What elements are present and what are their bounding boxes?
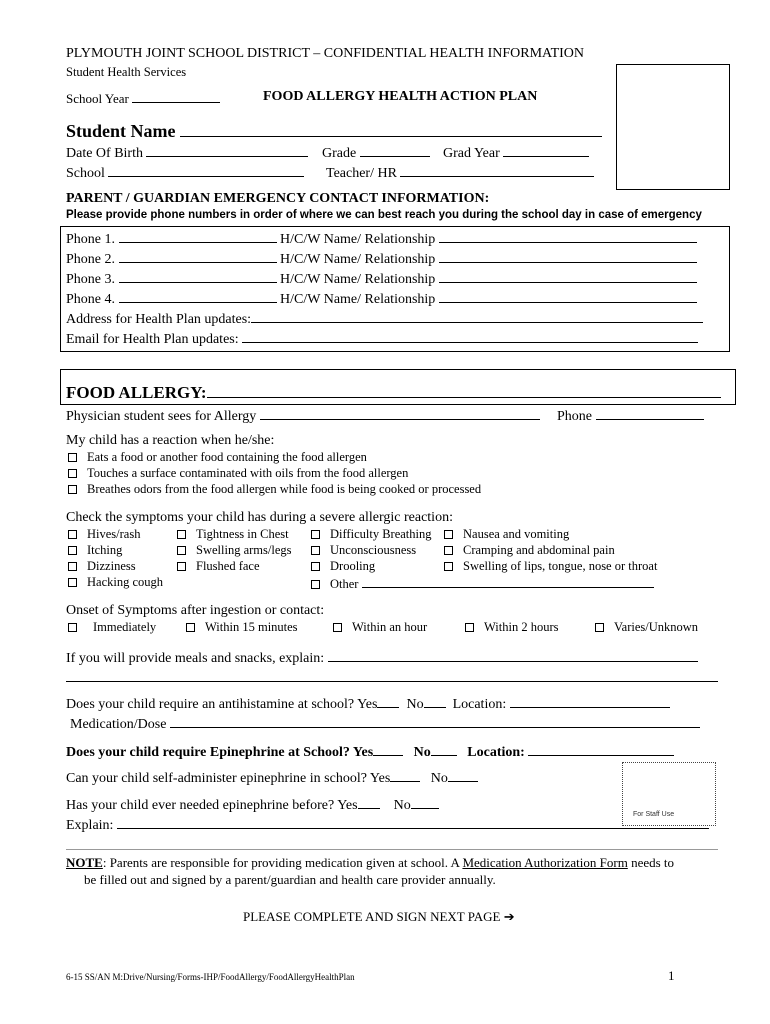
explain-field[interactable] (66, 816, 709, 834)
symptom-label: Tightness in Chest (196, 527, 289, 541)
food-allergy-heading: FOOD ALLERGY: (66, 383, 207, 402)
no-label: No (413, 745, 431, 760)
school-blank[interactable] (108, 164, 304, 177)
symptom-label: Other (330, 577, 359, 591)
grade-field[interactable] (322, 144, 430, 162)
symptom-label: Unconsciousness (330, 543, 417, 557)
relationship-label: Name/ Relationship (323, 232, 436, 247)
reaction-intro: My child has a reaction when he/she: (66, 433, 275, 448)
symptom-option[interactable] (68, 575, 163, 590)
photo-box (616, 64, 730, 190)
no-label: No (430, 771, 448, 786)
school-year-field[interactable] (66, 90, 220, 107)
relationship-blank[interactable] (439, 270, 697, 283)
form-title: FOOD ALLERGY HEALTH ACTION PLAN (263, 89, 538, 104)
phone-blank[interactable] (119, 230, 277, 243)
address-label: Address for Health Plan updates: (66, 312, 252, 327)
checkbox[interactable] (444, 562, 453, 571)
checkbox[interactable] (68, 546, 77, 555)
checkbox[interactable] (311, 546, 320, 555)
onset-option[interactable] (595, 620, 698, 635)
phone-row-3[interactable] (66, 270, 697, 288)
symptom-label: Hives/rash (87, 527, 141, 541)
onset-label: Within 15 minutes (205, 620, 298, 634)
checkbox[interactable] (68, 562, 77, 571)
no-label: No (393, 798, 411, 813)
yes-label: Yes (352, 745, 374, 760)
onset-option[interactable] (186, 620, 298, 635)
symptom-option[interactable] (444, 527, 569, 542)
note-text-2: needs to (627, 855, 675, 870)
checkbox[interactable] (177, 530, 186, 539)
phone-row-2[interactable] (66, 250, 697, 268)
hcw-label: H/C/W (280, 252, 321, 267)
checkbox[interactable] (68, 485, 77, 494)
antihistamine-row[interactable] (66, 695, 670, 713)
checkbox[interactable] (177, 546, 186, 555)
onset-option[interactable] (333, 620, 427, 635)
symptom-label: Itching (87, 543, 123, 557)
school-year-label: School Year (66, 91, 129, 106)
checkbox[interactable] (465, 623, 474, 632)
yes-label: Yes (369, 771, 391, 786)
student-name-field[interactable] (66, 120, 602, 142)
district-title: PLYMOUTH JOINT SCHOOL DISTRICT – CONFIDENTIAL HEALTH INFORMATION (66, 46, 585, 61)
school-field[interactable] (66, 164, 304, 182)
student-name-label: Student Name (66, 121, 176, 141)
email-field[interactable] (66, 330, 698, 348)
grad-year-blank[interactable] (503, 144, 589, 157)
med-dose-field[interactable] (70, 715, 700, 733)
explain-blank[interactable] (117, 816, 709, 829)
symptom-option[interactable] (311, 559, 375, 574)
checkbox[interactable] (444, 546, 453, 555)
hcw-label: H/C/W (280, 292, 321, 307)
no-blank[interactable] (424, 695, 446, 708)
onset-label: Within an hour (352, 620, 428, 634)
school-label: School (66, 166, 105, 181)
hcw-label: H/C/W (280, 232, 321, 247)
symptom-option[interactable] (177, 527, 289, 542)
yes-label: Yes (337, 798, 358, 813)
food-allergy-field[interactable] (66, 383, 721, 403)
department-label: Student Health Services (66, 65, 187, 79)
location-label: Location: (452, 697, 507, 712)
checkbox[interactable] (177, 562, 186, 571)
dob-blank[interactable] (146, 144, 308, 157)
teacher-field[interactable] (326, 164, 594, 182)
symptom-label: Drooling (330, 559, 376, 573)
location-label: Location: (467, 745, 525, 760)
location-blank[interactable] (528, 743, 674, 756)
physician-phone-field[interactable] (557, 407, 704, 425)
symptom-option[interactable] (68, 527, 140, 542)
physician-phone-label: Phone (557, 409, 592, 424)
student-name-blank[interactable] (180, 120, 602, 137)
dob-label: Date Of Birth (66, 146, 143, 161)
self-admin-row[interactable] (66, 769, 478, 787)
teacher-label: Teacher/ HR (326, 166, 397, 181)
checkbox[interactable] (311, 530, 320, 539)
yes-blank[interactable] (390, 769, 420, 782)
hcw-label: H/C/W (280, 272, 321, 287)
relationship-blank[interactable] (439, 250, 697, 263)
yes-blank[interactable] (358, 796, 380, 809)
no-blank[interactable] (431, 743, 457, 756)
needed-before-row[interactable] (66, 796, 439, 814)
onset-label: Within 2 hours (484, 620, 559, 634)
onset-option[interactable] (465, 620, 559, 635)
staff-use-label: For Staff Use (633, 811, 675, 818)
yes-label: Yes (357, 697, 378, 712)
food-allergy-blank[interactable] (207, 383, 721, 398)
phone-row-1[interactable] (66, 230, 697, 248)
epinephrine-question: Does your child require Epinephrine at School? (66, 745, 350, 760)
phone-row-4[interactable] (66, 290, 697, 308)
symptom-option[interactable] (177, 559, 260, 574)
relationship-blank[interactable] (439, 290, 697, 303)
note-label: NOTE (66, 855, 103, 870)
address-field[interactable] (66, 310, 703, 328)
grad-year-field[interactable] (443, 144, 589, 162)
needed-before-question: Has your child ever needed epinephrine before? (66, 798, 335, 813)
document-path: 6-15 SS/AN M:Drive/Nursing/Forms-IHP/FoodAllergy/FoodAllergyHealthPlan (66, 972, 355, 982)
epinephrine-row[interactable] (66, 743, 674, 761)
relationship-label: Name/ Relationship (323, 252, 436, 267)
self-admin-question: Can your child self-administer epinephrine in school? (66, 771, 367, 786)
checkbox[interactable] (444, 530, 453, 539)
location-blank[interactable] (510, 695, 670, 708)
checkbox[interactable] (311, 562, 320, 571)
checkbox[interactable] (68, 453, 77, 462)
antihistamine-question: Does your child require an antihistamine at school? (66, 697, 355, 712)
physician-blank[interactable] (260, 407, 540, 420)
school-year-blank[interactable] (132, 90, 220, 103)
relationship-label: Name/ Relationship (323, 272, 436, 287)
arrow-right-icon: ➔ (503, 909, 515, 924)
symptom-label: Hacking cough (87, 575, 164, 589)
symptom-option[interactable] (177, 543, 291, 558)
grad-year-label: Grad Year (443, 146, 500, 161)
physician-label: Physician student sees for Allergy (66, 409, 257, 424)
reaction-option[interactable] (68, 482, 481, 497)
symptom-other-option[interactable] (311, 575, 654, 592)
symptom-option[interactable] (444, 559, 657, 574)
symptom-label: Nausea and vomiting (463, 527, 570, 541)
no-blank[interactable] (411, 796, 439, 809)
onset-label: Immediately (93, 620, 157, 634)
symptom-label: Cramping and abdominal pain (463, 543, 615, 557)
grade-blank[interactable] (360, 144, 430, 157)
physician-field[interactable] (66, 407, 540, 425)
phone-label: Phone 2. (66, 252, 115, 267)
med-dose-blank[interactable] (170, 715, 700, 728)
email-blank[interactable] (242, 330, 698, 343)
checkbox[interactable] (333, 623, 342, 632)
grade-label: Grade (322, 146, 357, 161)
yes-blank[interactable] (373, 743, 403, 756)
checkbox[interactable] (68, 469, 77, 478)
note-text-1: : Parents are responsible for providing medication given at school. A (102, 855, 463, 870)
symptom-label: Swelling arms/legs (196, 543, 292, 557)
symptom-label: Swelling of lips, tongue, nose or throat (463, 559, 658, 573)
symptom-option[interactable] (311, 543, 416, 558)
symptom-option[interactable] (68, 559, 136, 574)
explain-label: Explain: (66, 818, 114, 833)
checkbox[interactable] (68, 578, 77, 587)
symptom-option[interactable] (444, 543, 615, 558)
physician-phone-blank[interactable] (596, 407, 704, 420)
other-blank[interactable] (362, 575, 654, 588)
reaction-label: Eats a food or another food containing the food allergen (87, 450, 367, 464)
yes-blank[interactable] (377, 695, 399, 708)
no-blank[interactable] (448, 769, 478, 782)
symptom-label: Difficulty Breathing (330, 527, 432, 541)
relationship-label: Name/ Relationship (323, 292, 436, 307)
phone-blank[interactable] (119, 250, 277, 263)
note-line-1 (66, 855, 674, 871)
phone-label: Phone 1. (66, 232, 115, 247)
phone-label: Phone 3. (66, 272, 115, 287)
symptoms-intro: Check the symptoms your child has during a severe allergic reaction: (66, 510, 453, 525)
meals-blank-line-2[interactable] (66, 681, 718, 682)
checkbox[interactable] (68, 530, 77, 539)
onset-label: Varies/Unknown (614, 620, 699, 634)
section-divider (66, 849, 718, 850)
reaction-label: Breathes odors from the food allergen while food is being cooked or processed (87, 482, 482, 496)
medication-authorization-form-link[interactable]: Medication Authorization Form (462, 855, 628, 870)
med-dose-label: Medication/Dose (70, 717, 167, 732)
reaction-option[interactable] (68, 466, 408, 481)
teacher-blank[interactable] (400, 164, 594, 177)
symptom-label: Flushed face (196, 559, 260, 573)
no-label: No (406, 697, 424, 712)
phone-blank[interactable] (119, 270, 277, 283)
checkbox[interactable] (311, 580, 320, 589)
next-page-instruction (243, 909, 515, 925)
reaction-option[interactable] (68, 450, 367, 465)
email-label: Email for Health Plan updates: (66, 332, 239, 347)
phone-label: Phone 4. (66, 292, 115, 307)
meals-label: If you will provide meals and snacks, explain: (66, 651, 325, 666)
symptom-option[interactable] (311, 527, 431, 542)
onset-intro: Onset of Symptoms after ingestion or contact: (66, 603, 325, 618)
meals-blank[interactable] (328, 649, 698, 662)
contact-instruction: Please provide phone numbers in order of where we can best reach you during the school day in case of emergency (66, 209, 702, 221)
meals-field[interactable] (66, 649, 698, 667)
address-blank[interactable] (251, 310, 703, 323)
next-page-text: PLEASE COMPLETE AND SIGN NEXT PAGE (243, 909, 501, 924)
onset-option[interactable] (68, 620, 156, 635)
symptom-option[interactable] (68, 543, 122, 558)
phone-blank[interactable] (119, 290, 277, 303)
checkbox[interactable] (186, 623, 195, 632)
checkbox[interactable] (595, 623, 604, 632)
dob-field[interactable] (66, 144, 308, 162)
checkbox[interactable] (68, 623, 77, 632)
symptom-label: Dizziness (87, 559, 136, 573)
relationship-blank[interactable] (439, 230, 697, 243)
reaction-label: Touches a surface contaminated with oils from the food allergen (87, 466, 409, 480)
note-line-2: be filled out and signed by a parent/guardian and health care provider annually. (84, 872, 496, 887)
contact-heading: PARENT / GUARDIAN EMERGENCY CONTACT INFORMATION: (66, 191, 490, 206)
page-number: 1 (668, 968, 675, 983)
